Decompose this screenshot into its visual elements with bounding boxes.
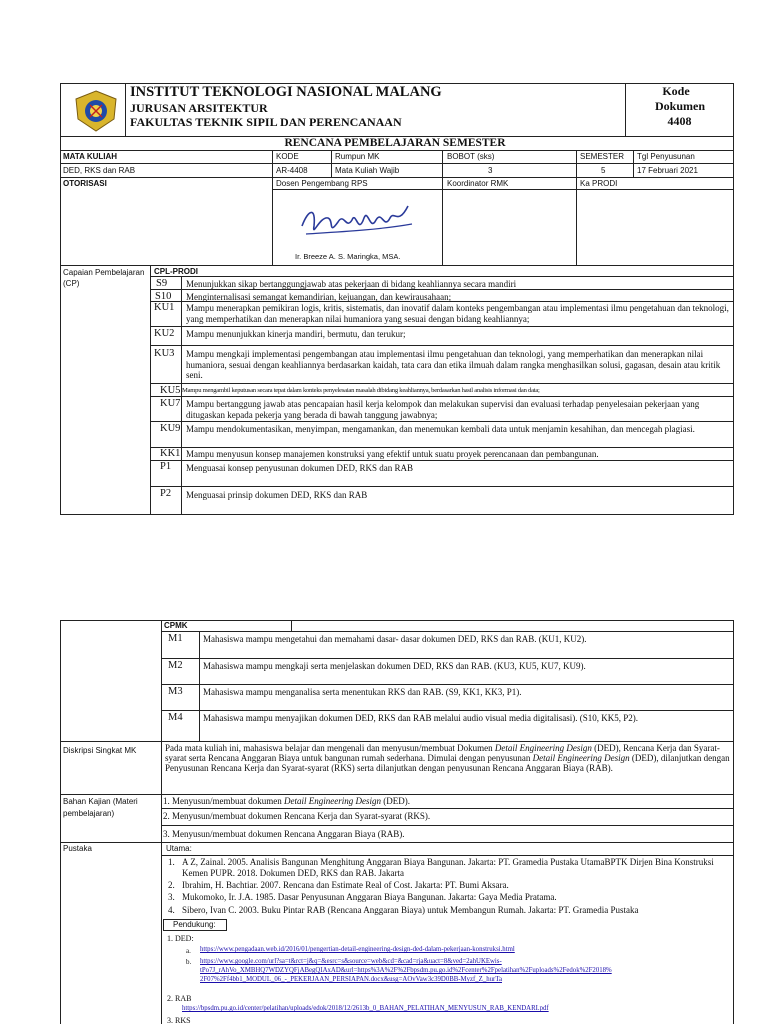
- cp-code: KU5: [160, 385, 181, 396]
- cp-code: P2: [160, 488, 172, 499]
- cp-label: Capaian Pembelajaran (CP): [63, 268, 145, 288]
- cp-text: Mampu menerapkan pemikiran logis, kritis, sistematis, dan inovatif dalam konteks pengembangan atau implementasi ilmu pengetahuan dan teknologi, yang memperhatikan dan menerapkan nilai humaniora yang sesuai dengan bidang keahliannya;: [186, 303, 729, 324]
- utama-num: 3.: [168, 892, 175, 902]
- utama-ref: A Z, Zainal. 2005. Analisis Bangunan Menghitung Anggaran Biaya Bangunan. Jakarta: PT. Gramedia Pustaka UtamaBPTK Dirjen Bina Konstruksi Kemen PUPR. 2018. Dokumen DED, RKS dan RAB. Jakarta: [182, 857, 714, 878]
- bahan-item: 3. Menyusun/membuat dokumen Rencana Anggaran Biaya (RAB).: [163, 829, 405, 839]
- deskripsi-label: Diskripsi Singkat MK: [63, 746, 137, 755]
- institute-logo: [72, 89, 120, 133]
- pendukung-label: Pendukung:: [173, 920, 216, 929]
- cp-code: S9: [156, 278, 168, 289]
- cpl-prodi-label: CPL-PRODI: [154, 267, 198, 276]
- cp-code: KU9: [160, 423, 181, 434]
- course-semester: 5: [601, 166, 606, 175]
- rab-label: 2. RAB: [167, 994, 192, 1003]
- cp-code: S10: [155, 291, 172, 302]
- cp-code: KK1: [160, 448, 181, 459]
- cpmk-code: M3: [168, 686, 183, 697]
- rks-label: 3. RKS: [167, 1016, 191, 1025]
- cp-text: Menginternalisasi semangat kemandirian, kejuangan, dan kewirausahaan;: [186, 292, 452, 302]
- department-name: JURUSAN ARSITEKTUR: [130, 101, 268, 115]
- utama-label: Utama:: [166, 844, 192, 853]
- ded-label: 1. DED:: [167, 934, 194, 943]
- deskripsi-text: Pada mata kuliah ini, mahasiswa belajar dan mengenali dan menyusun/membuat Dokumen Detail Engineering Design (DED), Rencana Kerja dan Syarat-syarat serta Rencana Anggaran Biaya untuk bangunan rumah sederhana. Dimulai dengan penyusunan Detail Engineering Design (DED), dilanjutkan dengan Penyusunan Rencana Kerja dan Syarat-syarat (RKS) serta dilanjutkan dengan penyusunan Rencana Anggaran Biaya (RAB).: [165, 743, 730, 773]
- col-kode: KODE: [276, 152, 299, 161]
- cpmk-text: Mahasiswa mampu mengkaji serta menjelaskan dokumen DED, RKS dan RAB. (KU3, KU5, KU7, KU9).: [203, 661, 586, 671]
- cpmk-text: Mahasiswa mampu menganalisa serta menentukan RKS dan RAB. (S9, KK1, KK3, P1).: [203, 687, 522, 697]
- pustaka-label: Pustaka: [63, 844, 92, 853]
- bahan-item: 1. Menyusun/membuat dokumen Detail Engineering Design (DED).: [163, 796, 410, 806]
- utama-num: 4.: [168, 905, 175, 915]
- rab-link[interactable]: https://bpsdm.pu.go.id/center/pelatihan/uploads/edok/2018/12/2613b_0_BAHAN_PELATIHAN_MENYUSUN_RAB_KENDARI.pdf: [182, 1005, 549, 1012]
- course-name: DED, RKS dan RAB: [63, 166, 136, 175]
- cp-code: KU2: [154, 328, 175, 339]
- ded-b-mark: b.: [186, 958, 192, 966]
- doc-code: 4408: [667, 114, 692, 128]
- cpmk-code: M2: [168, 660, 183, 671]
- cp-text: Mampu mengambil keputusan secara tepat dalam konteks penyelesaian masalah dibidang keahliannya, berdasarkan hasil analisis informasi dan data;: [182, 387, 540, 394]
- utama-num: 2.: [168, 880, 175, 890]
- dosen-name: Ir. Breeze A. S. Maringka, MSA.: [295, 252, 401, 261]
- col-rumpun: Rumpun MK: [335, 152, 380, 161]
- signature: [298, 196, 418, 248]
- utama-ref: Mukomoko, Ir. J.A. 1985. Dasar Penyusunan Anggaran Biaya Bangunan. Jakarta: Gaya Media Pratama.: [182, 892, 557, 902]
- cpmk-code: M4: [168, 712, 183, 723]
- dosen-label: Dosen Pengembang RPS: [276, 179, 368, 188]
- document-title: RENCANA PEMBELAJARAN SEMESTER: [284, 137, 506, 149]
- cpmk-text: Mahasiswa mampu menyajikan dokumen DED, RKS dan RAB melalui audio visual media digitalisasi). (S10, KK5, P2).: [203, 713, 638, 723]
- cp-code: KU7: [160, 398, 181, 409]
- ded-link-a[interactable]: https://www.pengadaan.web.id/2016/01/pengertian-detail-engineering-design-ded-dalam-pekerjaan-konstruksi.html: [200, 946, 515, 953]
- kaprodi-label: Ka PRODI: [580, 179, 618, 188]
- cp-text: Mampu menyusun konsep manajemen konstruksi yang efektif untuk suatu proyek perencanaan dan pembangunan.: [186, 449, 599, 459]
- doc-code-label: Kode Dokumen: [655, 84, 706, 113]
- course-rumpun: Mata Kuliah Wajib: [335, 166, 400, 175]
- cpmk-code: M1: [168, 633, 183, 644]
- utama-ref: Ibrahim, H. Bachtiar. 2007. Rencana dan Estimate Real of Cost. Jakarta: PT. Bumi Aksara.: [182, 880, 509, 890]
- col-tgl: Tgl Penyusunan: [637, 152, 695, 161]
- bahan-label: Bahan Kajian (Materi pembelajaran): [63, 797, 138, 818]
- ded-link-b[interactable]: https://www.google.com/url?sa=t&rct=j&q=&esrc=s&source=web&cd=&cad=rja&uact=8&ved=2ahUKEwis- tPo7J_rAhVo_XMBHQ7WDZYQFjABegQIAxAD&url=https%3A%2F%2Fbpsdm.pu.go.id%2Fcenter%2Fpelatihan%2Fuploads%2Fedok%2F2018% 2F07%2Ff4bb1_MODUL_06_-_PEKERJAAN_PERSIAPAN.docx&usg=AOvVaw3c39D0BB-Myzf_Z_hurTa: [200, 958, 612, 983]
- cp-text: Mampu menunjukkan kinerja mandiri, bermutu, dan terukur;: [186, 329, 406, 339]
- faculty-name: FAKULTAS TEKNIK SIPIL DAN PERENCANAAN: [130, 115, 402, 129]
- cp-text: Menguasai prinsip dokumen DED, RKS dan RAB: [186, 490, 368, 500]
- cp-code: KU3: [154, 348, 175, 359]
- course-date: 17 Februari 2021: [637, 166, 698, 175]
- seal-icon: [72, 89, 120, 133]
- cp-text: Mampu mengkaji implementasi pengembangan atau implementasi ilmu pengetahuan dan teknologi, yang memperhatikan dan menerapkan nilai humaniora, sesuai dengan keahliannya berdasarkan kaidah, tata cara dan etika ilmuah dalam rangka menghasilkan solusi, gagasan, desain atau kritik seni.: [186, 349, 721, 380]
- cpmk-text: Mahasiswa mampu mengetahui dan memahami dasar- dasar dokumen DED, RKS dan RAB. (KU1, KU2).: [203, 634, 587, 644]
- col-bobot: BOBOT (sks): [447, 152, 495, 161]
- koordinator-label: Koordinator RMK: [447, 179, 509, 188]
- cp-code: P1: [160, 461, 172, 472]
- bahan-item: 2. Menyusun/membuat dokumen Rencana Kerja dan Syarat-syarat (RKS).: [163, 811, 431, 821]
- institute-name: INSTITUT TEKNOLOGI NASIONAL MALANG: [130, 84, 442, 100]
- ded-a-mark: a.: [186, 947, 191, 955]
- cp-code: KU1: [154, 302, 175, 313]
- utama-num: 1.: [168, 857, 175, 867]
- cpmk-label: CPMK: [164, 621, 188, 630]
- cp-text: Menunjukkan sikap bertanggungjawab atas pekerjaan di bidang keahliannya secara mandiri: [186, 279, 517, 289]
- otorisasi-label: OTORISASI: [63, 179, 107, 188]
- col-mata-kuliah: MATA KULIAH: [63, 152, 118, 161]
- cp-text: Menguasai konsep penyusunan dokumen DED, RKS dan RAB: [186, 463, 413, 473]
- utama-ref: Sibero, Ivan C. 2003. Buku Pintar RAB (Rencana Anggaran Biaya) untuk Membangun Rumah. Jakarta: PT. Gramedia Pustaka: [182, 905, 639, 915]
- col-semester: SEMESTER: [580, 152, 625, 161]
- course-code: AR-4408: [276, 166, 308, 175]
- course-bobot: 3: [488, 166, 493, 175]
- cp-text: Mampu bertanggung jawab atas pencapaian hasil kerja kelompok dan melakukan supervisi dan evaluasi terhadap penyelesaian pekerjaan yang ditugaskan kepada pekerja yang berada di bawah tanggung jawabnya;: [186, 399, 700, 420]
- cp-text: Mampu mendokumentasikan, menyimpan, mengamankan, dan menemukan kembali data untuk menjamin kesahihan, dan mencegah plagiasi.: [186, 424, 695, 434]
